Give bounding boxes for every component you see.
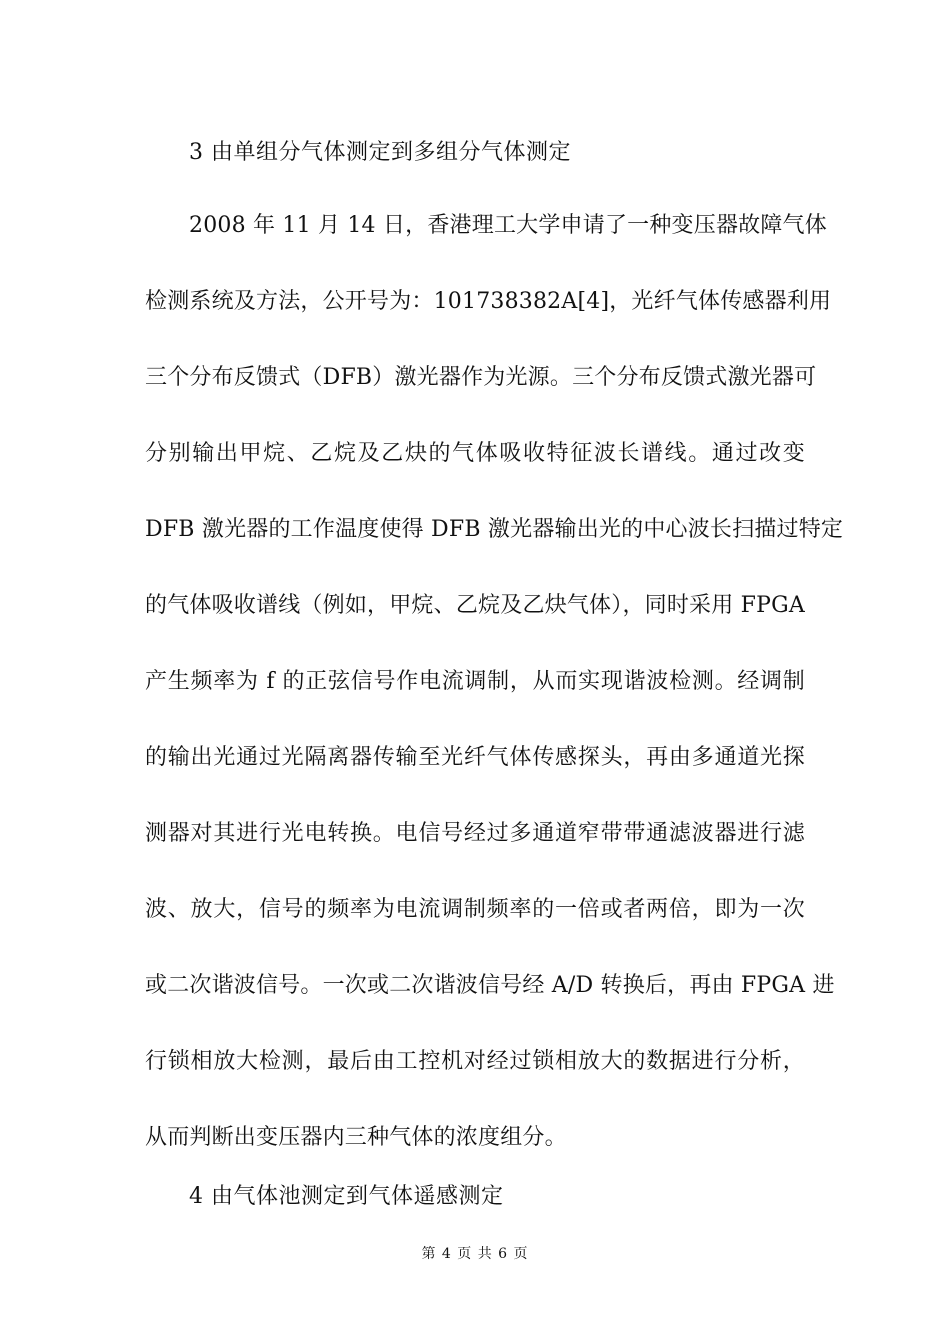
paragraph-line: 波、放大，信号的频率为电流调制频率的一倍或者两倍，即为一次 — [145, 897, 805, 922]
paragraph-line: 的气体吸收谱线（例如，甲烷、乙烷及乙炔气体），同时采用 FPGA — [145, 593, 805, 618]
paragraph-line: 从而判断出变压器内三种气体的浓度组分。 — [145, 1125, 567, 1150]
paragraph-line: 测器对其进行光电转换。电信号经过多通道窄带带通滤波器进行滤 — [145, 821, 805, 846]
page-number-footer: 第 4 页 共 6 页 — [421, 1246, 529, 1262]
section-4-heading: 4 由气体池测定到气体遥感测定 — [189, 1184, 504, 1209]
paragraph-line: 2008 年 11 月 14 日，香港理工大学申请了一种变压器故障气体 — [189, 213, 827, 238]
paragraph-line: 产生频率为 f 的正弦信号作电流调制，从而实现谐波检测。经调制 — [145, 669, 805, 694]
paragraph-line: 行锁相放大检测，最后由工控机对经过锁相放大的数据进行分析， — [145, 1049, 805, 1074]
section-3-heading: 3 由单组分气体测定到多组分气体测定 — [189, 140, 571, 165]
paragraph-line: 分别输出甲烷、乙烷及乙炔的气体吸收特征波长谱线。通过改变 — [145, 441, 805, 466]
paragraph-line: 检测系统及方法，公开号为：101738382A[4]，光纤气体传感器利用 — [145, 289, 832, 314]
paragraph-line: 的输出光通过光隔离器传输至光纤气体传感探头，再由多通道光探 — [145, 745, 805, 770]
paragraph-line: DFB 激光器的工作温度使得 DFB 激光器输出光的中心波长扫描过特定 — [145, 517, 844, 542]
section-3-paragraph — [145, 201, 844, 1189]
paragraph-line: 三个分布反馈式（DFB）激光器作为光源。三个分布反馈式激光器可 — [145, 365, 817, 390]
paragraph-line: 或二次谐波信号。一次或二次谐波信号经 A/D 转换后，再由 FPGA 进 — [145, 973, 835, 998]
